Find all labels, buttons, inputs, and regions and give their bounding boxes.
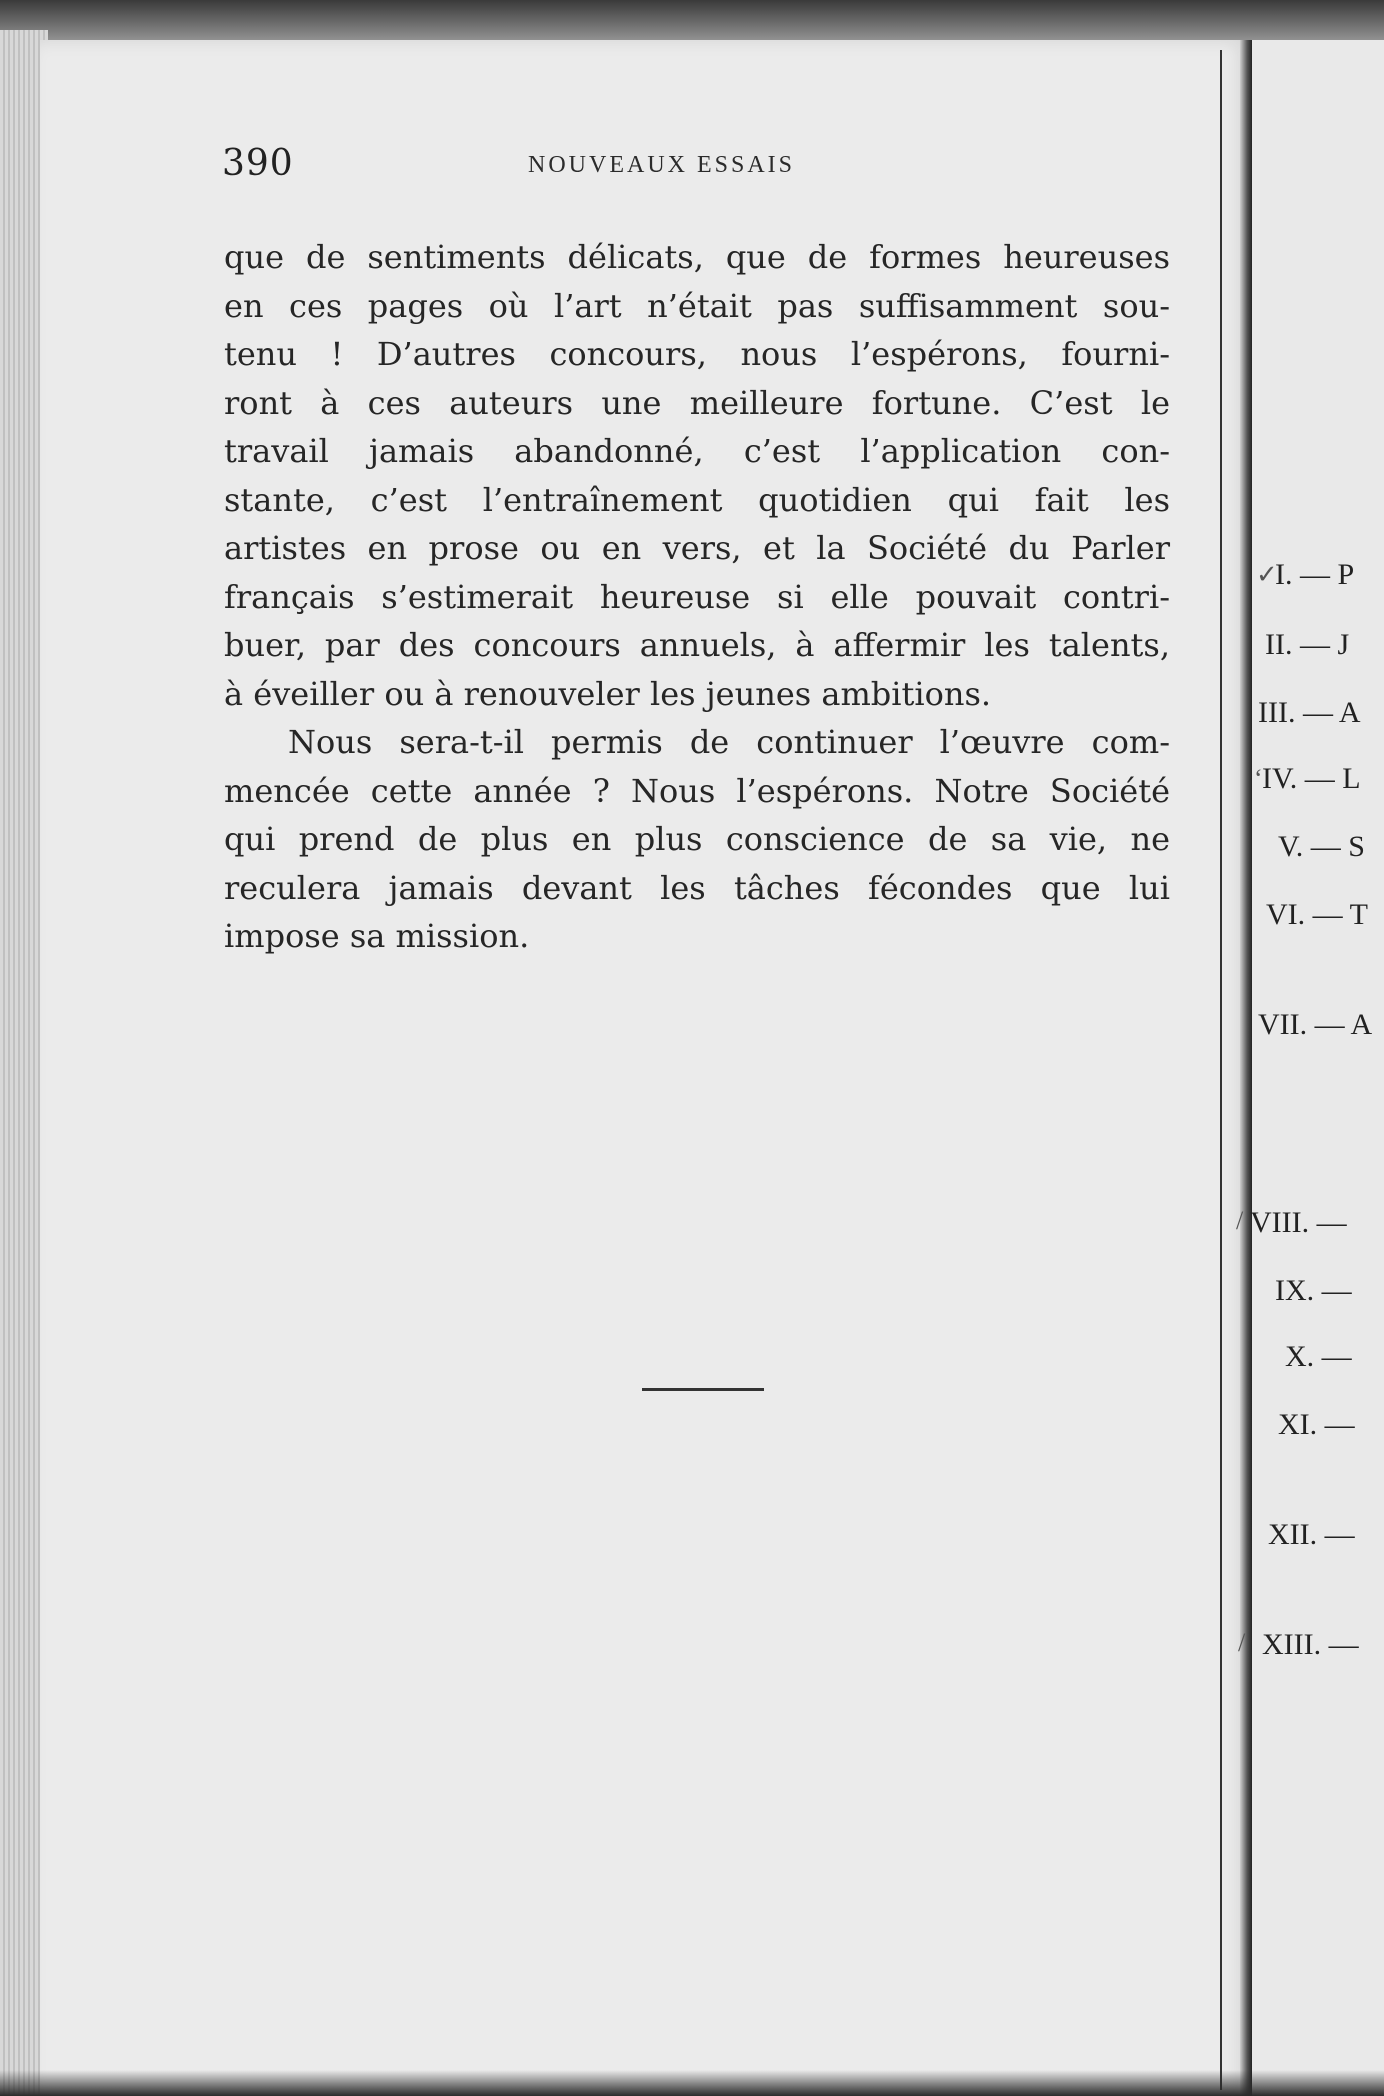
- text-line: en ces pages où l’art n’était pas suffisamment sou-: [224, 286, 1170, 325]
- toc-entry: X. —: [1285, 1340, 1352, 1373]
- facing-page-edge: [1220, 50, 1222, 2090]
- toc-entry: XIII. —: [1262, 1628, 1359, 1661]
- pencil-slash-mark: /: [1236, 1206, 1244, 1235]
- toc-entry: II. — J: [1265, 628, 1350, 661]
- text-line: mencée cette année ? Nous l’espérons. Notre Société: [224, 771, 1170, 810]
- bottom-shadow: [0, 2070, 1384, 2096]
- toc-entry: VI. — T: [1266, 898, 1368, 931]
- toc-entry: VII. — A: [1258, 1008, 1373, 1041]
- toc-entry: IX. —: [1275, 1274, 1352, 1307]
- text-line: français s’estimerait heureuse si elle pouvait contri-: [224, 577, 1170, 616]
- book-gutter: [1240, 40, 1252, 2096]
- pencil-slash-mark: /: [1238, 1628, 1246, 1657]
- text-line: ront à ces auteurs une meilleure fortune. C’est le: [224, 383, 1170, 422]
- pencil-tick-mark: ‘: [1254, 764, 1263, 793]
- running-head: NOUVEAUX ESSAIS: [528, 152, 796, 178]
- text-line: que de sentiments délicats, que de formes heureuses: [224, 238, 1170, 276]
- text-line: tenu ! D’autres concours, nous l’espérons, fourni-: [224, 335, 1170, 373]
- text-line: à éveiller ou à renouveler les jeunes ambitions.: [224, 674, 992, 713]
- page-number: 390: [222, 143, 294, 184]
- toc-entry: I. — P: [1275, 558, 1355, 591]
- text-line: reculera jamais devant les tâches fécondes que lui: [224, 868, 1170, 907]
- facing-page: [1252, 40, 1384, 2096]
- section-rule: [642, 1388, 764, 1391]
- text-line: impose sa mission.: [224, 917, 530, 955]
- toc-entry: XII. —: [1268, 1518, 1355, 1551]
- toc-entry: VIII. —: [1250, 1206, 1347, 1239]
- text-line: stante, c’est l’entraînement quotidien qui fait les: [224, 480, 1170, 519]
- text-line: buer, par des concours annuels, à affermir les talents,: [224, 626, 1170, 664]
- toc-entry: IV. — L: [1262, 762, 1361, 795]
- text-line: travail jamais abandonné, c’est l’application con-: [224, 432, 1170, 470]
- text-line: artistes en prose ou en vers, et la Société du Parler: [224, 529, 1170, 567]
- toc-entry: V. — S: [1278, 830, 1365, 863]
- text-line: qui prend de plus en plus conscience de sa vie, ne: [224, 820, 1170, 858]
- toc-entry: XI. —: [1278, 1408, 1355, 1441]
- body-paragraphs: [224, 233, 1170, 961]
- toc-entry: III. — A: [1258, 696, 1361, 729]
- pencil-check-mark: ✓: [1256, 560, 1278, 589]
- text-line: Nous sera-t-il permis de continuer l’œuvre com-: [288, 723, 1170, 761]
